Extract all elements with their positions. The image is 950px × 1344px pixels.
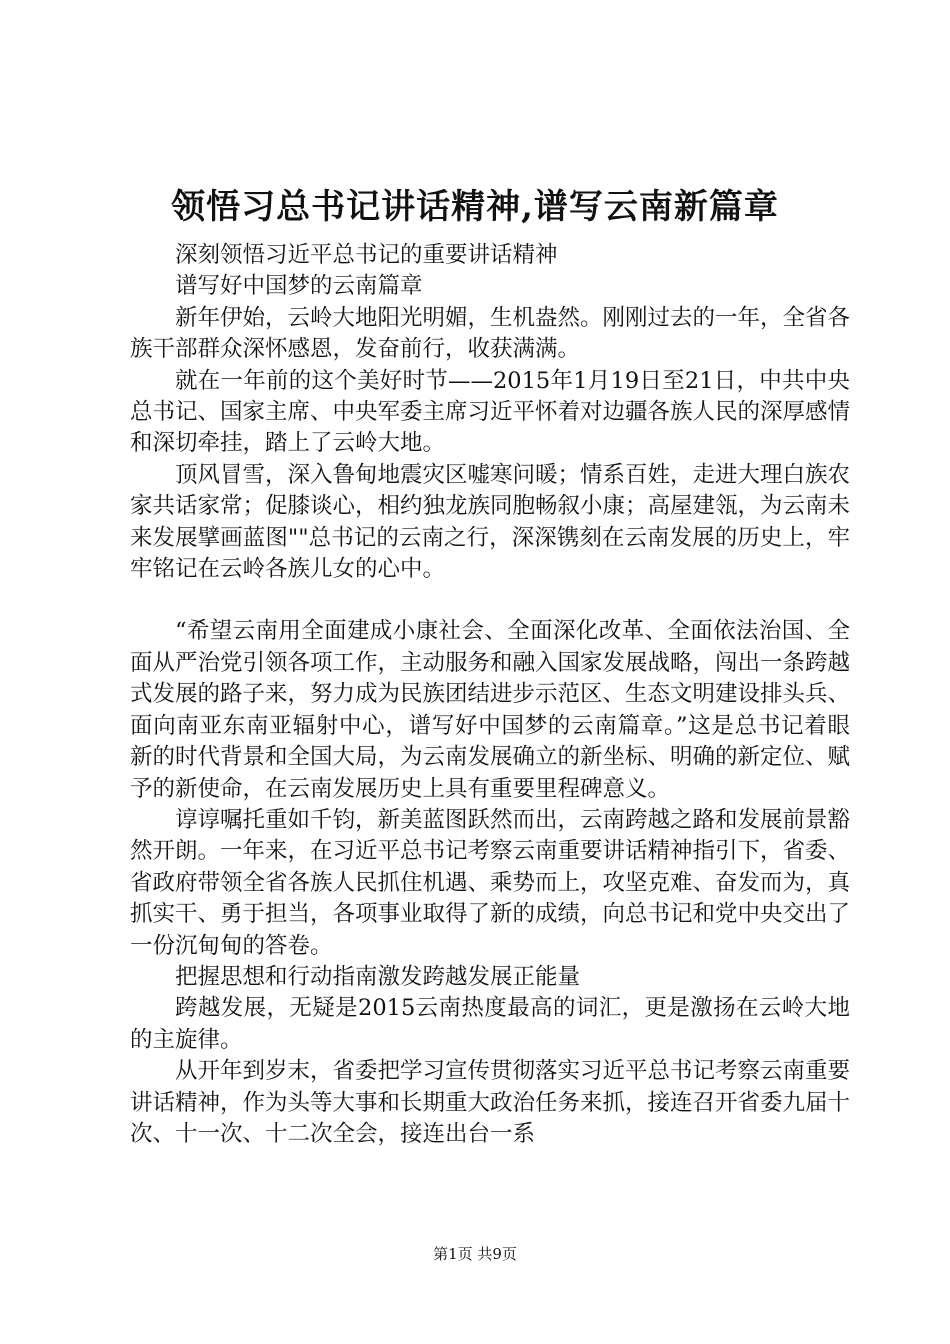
document-title: 领悟习总书记讲话精神,谱写云南新篇章 [171, 187, 779, 227]
section-heading: 把握思想和行动指南激发跨越发展正能量 [175, 963, 581, 990]
paragraph: 谆谆嘱托重如千钧，新美蓝图跃然而出，云南跨越之路和发展前景豁然开朗。一年来，在习近平总书记考察云南重要讲话精神指引下，省委、省政府带领全省各族人民抓住机遇、乘势而上，攻坚克难、奋发而为，真抓实干、勇于担当，各项事业取得了新的成绩，向总书记和党中央交出了一份沉甸甸的答卷。 [130, 806, 851, 959]
page-number: 第1页 共9页 [433, 1245, 517, 1263]
paragraph: 从开年到岁末，省委把学习宣传贯彻落实习近平总书记考察云南重要讲话精神，作为头等大事和长期重大政治任务来抓，接连召开省委九届十次、十一次、十二次全会，接连出台一系 [130, 1058, 851, 1147]
subheading-1: 深刻领悟习近平总书记的重要讲话精神 [175, 242, 558, 268]
paragraph: 顶风冒雪，深入鲁甸地震灾区嘘寒问暖；情系百姓，走进大理白族农家共话家常；促膝谈心，相约独龙族同胞畅叙小康；高屋建瓴，为云南未来发展擘画蓝图""总书记的云南之行，深深镌刻在云南发展的历史上，牢牢铭记在云岭各族儿女的心中。 [130, 461, 851, 583]
paragraph: 新年伊始，云岭大地阳光明媚，生机盎然。刚刚过去的一年，全省各族干部群众深怀感恩，发奋前行，收获满满。 [130, 304, 851, 363]
subheading-2: 谱写好中国梦的云南篇章 [175, 273, 423, 300]
document-body [130, 240, 850, 1150]
paragraph: “希望云南用全面建成小康社会、全面深化改革、全面依法治国、全面从严治党引领各项工作，主动服务和融入国家发展战略，闯出一条跨越式发展的路子来，努力成为民族团结进步示范区、生态文明建设排头兵、面向南亚东南亚辐射中心，谱写好中国梦的云南篇章。”这是总书记着眼新的时代背景和全国大局，为云南发展确立的新坐标、明确的新定位、赋予的新使命，在云南发展历史上具有重要里程碑意义。 [130, 618, 851, 802]
paragraph: 就在一年前的这个美好时节——2015年1月19日至21日，中共中央总书记、国家主席、中央军委主席习近平怀着对边疆各族人民的深厚感情和深切牵挂，踏上了云岭大地。 [130, 367, 851, 457]
paragraph: 跨越发展，无疑是2015云南热度最高的词汇，更是激扬在云岭大地的主旋律。 [130, 995, 850, 1053]
